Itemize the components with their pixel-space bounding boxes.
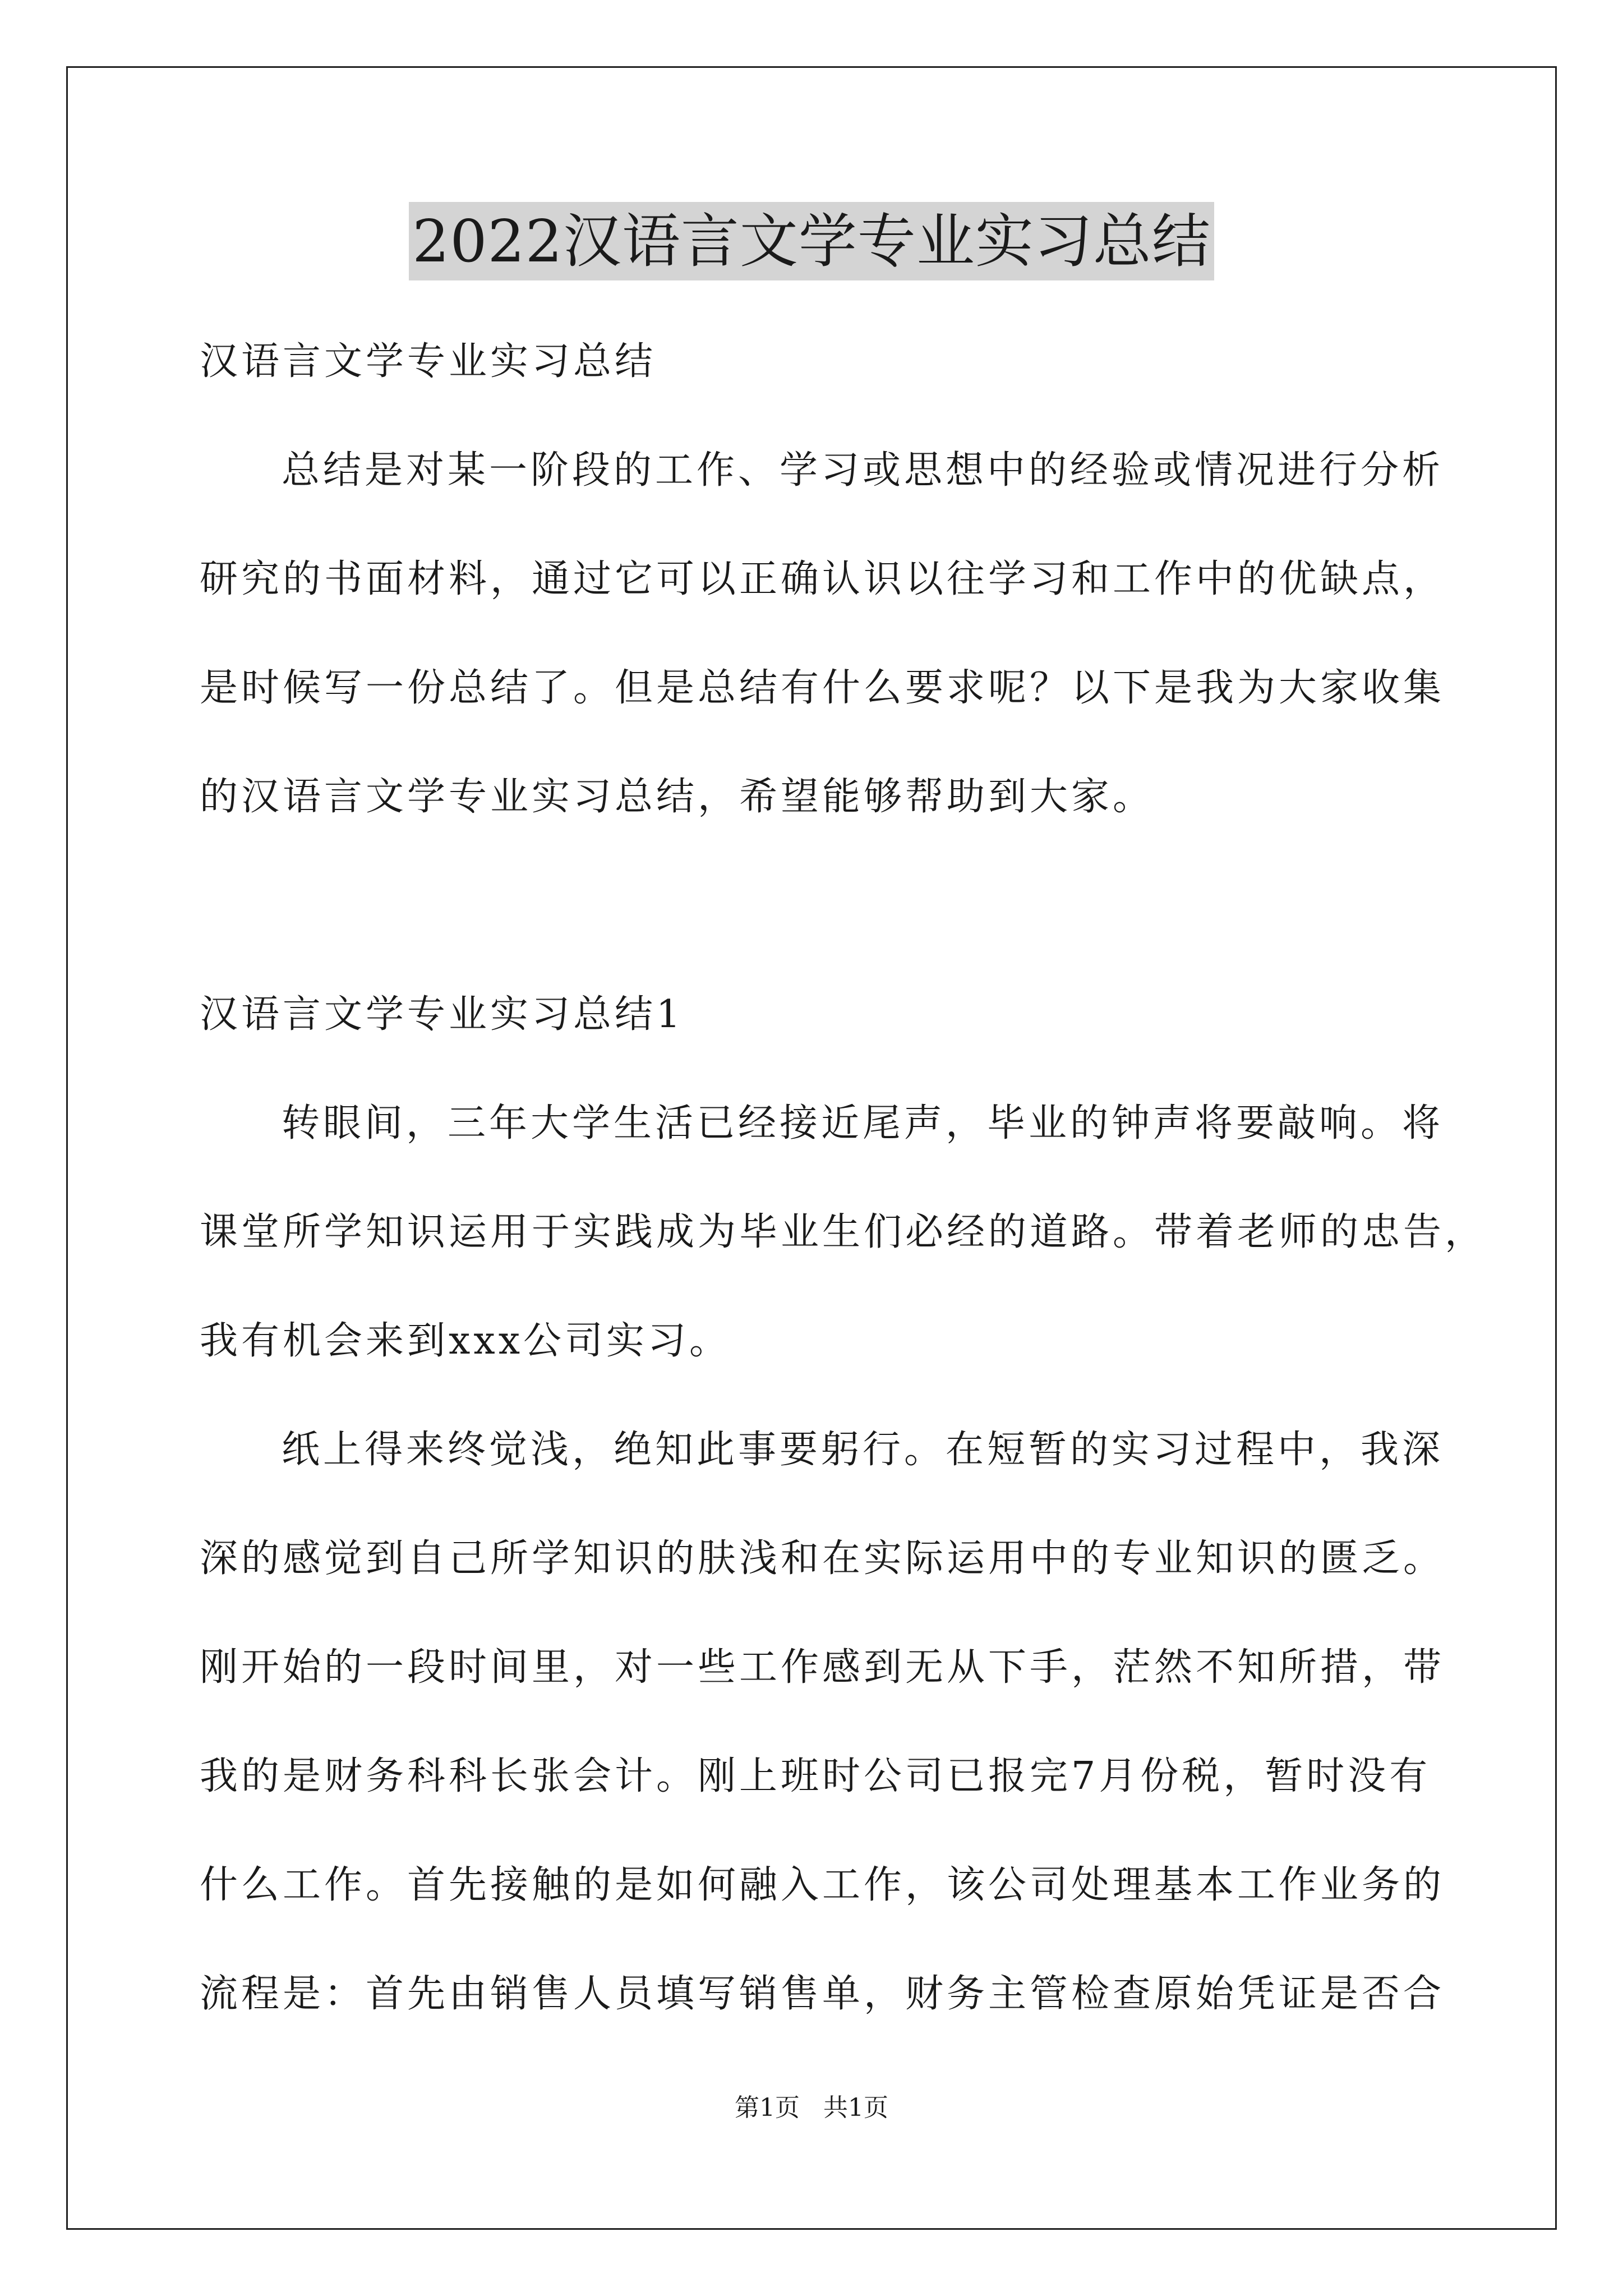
subtitle: 汉语言文学专业实习总结: [200, 339, 657, 384]
paragraph-line: 深的感觉到自己所学知识的肤浅和在实际运用中的专业知识的匮乏。: [200, 1536, 1445, 1581]
paragraph-line: 什么工作。首先接触的是如何融入工作，该公司处理基本工作业务的: [200, 1863, 1445, 1907]
paragraph-line: 我有机会来到xxx公司实习。: [200, 1319, 731, 1363]
intro-line: 研究的书面材料，通过它可以正确认识以往学习和工作中的优缺点，: [200, 557, 1445, 601]
paragraph-line: 刚开始的一段时间里，对一些工作感到无从下手，茫然不知所措，带: [200, 1645, 1445, 1690]
intro-line: 的汉语言文学专业实习总结，希望能够帮助到大家。: [200, 775, 1155, 819]
paragraph-gap: [200, 852, 1433, 960]
paragraph-line: 我的是财务科科长张会计。刚上班时公司已报完7月份税，暂时没有: [200, 1754, 1431, 1798]
document-title: [0, 202, 1623, 280]
paragraph-line: 流程是：首先由销售人员填写销售单，财务主管检查原始凭证是否合: [200, 1972, 1445, 2016]
page-footer: 第1页 共1页: [735, 2093, 888, 2122]
document-title-text: 2022汉语言文学专业实习总结: [409, 202, 1214, 280]
document-body: [200, 307, 1487, 2049]
intro-line: 总结是对某一阶段的工作、学习或思想中的经验或情况进行分析: [282, 448, 1444, 493]
intro-line: 是时候写一份总结了。但是总结有什么要求呢？以下是我为大家收集: [200, 666, 1445, 710]
section-heading: 汉语言文学专业实习总结1: [200, 992, 684, 1037]
paragraph-line: 纸上得来终觉浅，绝知此事要躬行。在短暂的实习过程中，我深: [282, 1428, 1444, 1472]
paragraph-line: 转眼间，三年大学生活已经接近尾声，毕业的钟声将要敲响。将: [282, 1101, 1444, 1145]
paragraph-line: 课堂所学知识运用于实践成为毕业生们必经的道路。带着老师的忠告，: [200, 1210, 1487, 1254]
